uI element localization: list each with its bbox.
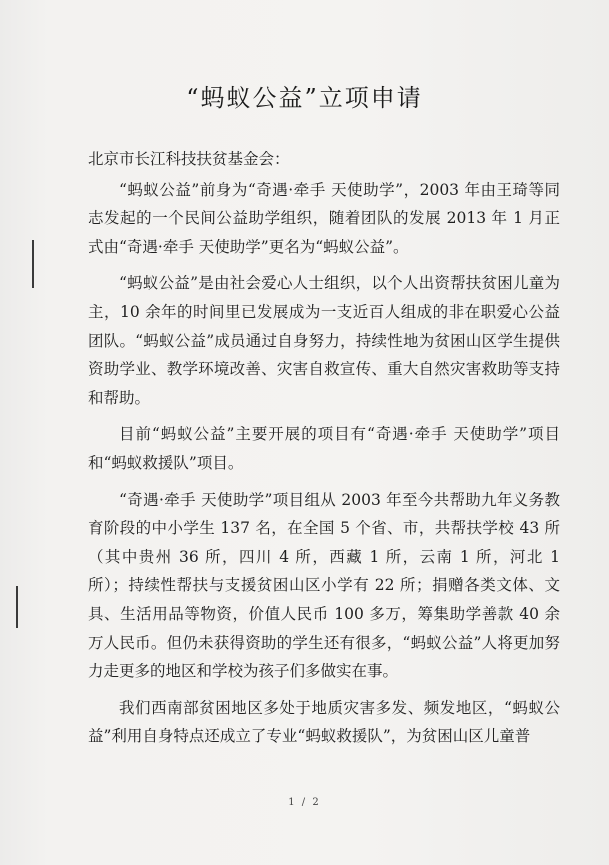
document-title: “蚂蚁公益”立项申请: [186, 84, 423, 112]
binding-mark-top: [32, 240, 34, 288]
document-body: [88, 145, 560, 759]
paragraph-3: 目前“蚂蚁公益”主要开展的项目有“奇遇·牵手 天使助学”项目和“蚂蚁救援队”项目。: [88, 425, 560, 472]
salutation: 北京市长江科技扶贫基金会：: [88, 150, 290, 168]
paragraph-1: “蚂蚁公益”前身为“奇遇·牵手 天使助学”，2003 年由王琦等同志发起的一个民间公益助学组织，随着团队的发展 2013 年 1 月正式由“奇遇·牵手 天使助学”更名为“蚂蚁公益”。: [88, 180, 560, 256]
paragraph-4: “奇遇·牵手 天使助学”项目组从 2003 年至今共帮助九年义务教育阶段的中小学生 137 名，在全国 5 个省、市，共帮扶学校 43 所（其中贵州 36 所，四川 4 所，西藏 1 所，云南 1 所，河北 1 所）；持续性帮扶与支援贫困山区小学有 22 所；捐赠各类文体、文具、生活用品等物资，价值人民币 100 多万，筹集助学善款 40 余万人民币。但仍未获得资助的学生还有很多，“蚂蚁公益”人将更加努力走更多的地区和学校为孩子们多做实在事。: [88, 490, 560, 681]
paragraph-5: 我们西南部贫困地区多处于地质灾害多发、频发地区，“蚂蚁公益”利用自身特点还成立了专业“蚂蚁救援队”，为贫困山区儿童普: [88, 698, 560, 746]
paragraph-2: “蚂蚁公益”是由社会爱心人士组织，以个人出资帮扶贫困儿童为主，10 余年的时间里已发展成为一支近百人组成的非在职爱心公益团队。“蚂蚁公益”成员通过自身努力，持续性地为贫困山区学生提供资助学业、教学环境改善、灾害自救宣传、重大自然灾害救助等支持和帮助。: [88, 274, 560, 407]
page-number: 1 / 2: [288, 797, 321, 808]
binding-mark-bottom: [16, 586, 18, 628]
